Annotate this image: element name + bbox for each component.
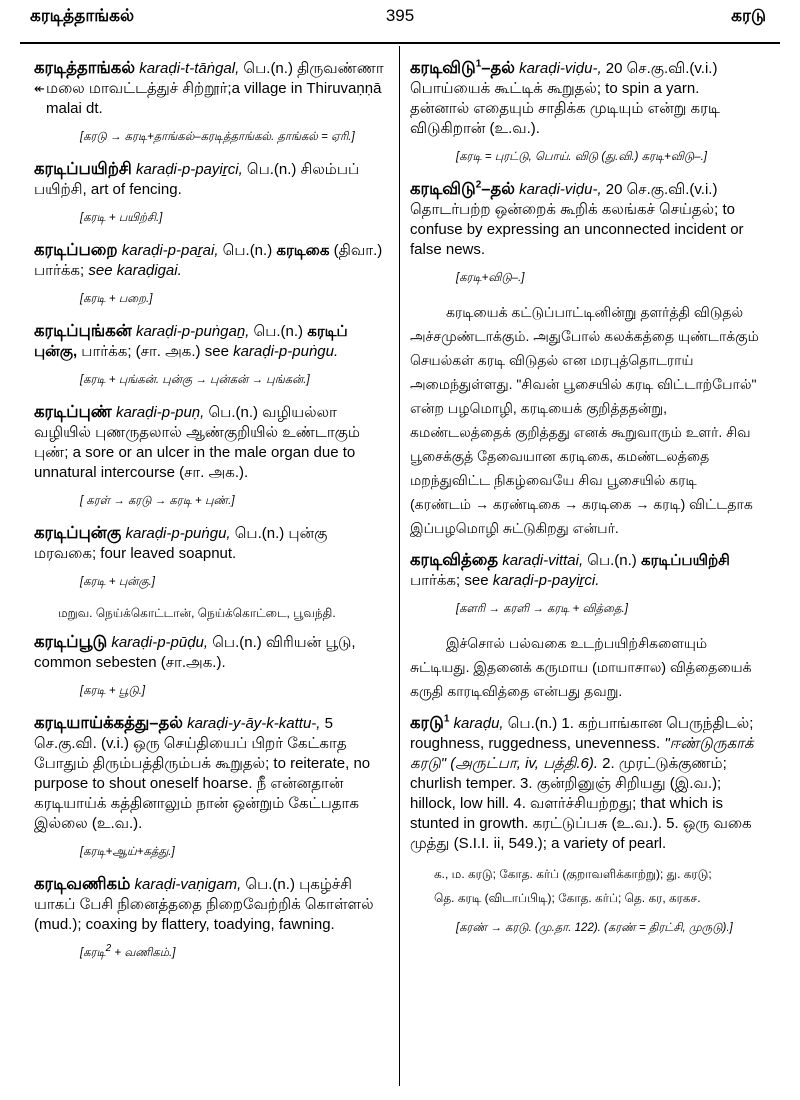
- cognates-line: க., ம. கரடு; கோத. கர்ப் (குறாவளிக்காற்று); து. கரடு;: [434, 867, 712, 881]
- cognates: [434, 862, 760, 910]
- transliteration: karaḍi-p-paṟai,: [121, 242, 219, 259]
- headword: கரடிவணிகம்: [34, 875, 131, 893]
- entry-karadi-p-pungu: [34, 523, 386, 564]
- header-rule: [20, 42, 780, 44]
- transliteration: karaḍi-viḍu-,: [519, 181, 602, 198]
- definition: பெ.(n.) 1. கற்பாங்கான பெருந்திடல்; roughness, ruggedness, unevenness.: [410, 715, 754, 752]
- column-divider: [399, 46, 400, 1086]
- headword-text: கரடு: [410, 714, 444, 732]
- cross-reference: கரடிப் புன்கு,: [34, 323, 348, 360]
- etymology-note: [கரண் → கரடு. (மு.தா. 122). (கரண் = திரட்சி, முருடு).]: [456, 922, 733, 934]
- cross-reference: கரடிப்பயிற்சி: [640, 552, 730, 569]
- etymology-note: [கரடு → கரடி+தாங்கல்–கரடித்தாங்கல். தாங்கல் = ஏரி.]: [80, 131, 355, 143]
- definition: பெ.(n.) விரியன் பூடு, common sebesten (சா.அக.).: [34, 634, 356, 671]
- transliteration: karaḍi-p-puṅgu,: [125, 525, 231, 542]
- transliteration: karaḍi-p-puṇ,: [115, 404, 205, 421]
- definition: 20 செ.கு.வி.(v.i.) பொய்யைக் கூட்டிக் கூறுதல்; to spin a yarn. தன்னால் எதையும் சாதிக்க முடியும் என்று கரடி விடுகிறான் (உ.வ.).: [410, 60, 720, 137]
- cognates-line: தெ. கரடி (விடாப்பிடி); கோத. கர்ப்; தெ. கர, கரகச.: [434, 891, 701, 905]
- headword-text: கரடிவிடு: [410, 59, 476, 77]
- definition-cont: 2. முரட்டுக்குணம்; churlish temper. 3. குன்றினுஞ் சிறியது (இ.வ.); hillock, low hill. 4. வளர்ச்சியற்றது; that which is stunted in growth. கரட்டுப்பசு (உ.வ.). 5. ஒரு வகை முத்து (S.I.I. ii, 549.); a variety of pearl.: [410, 755, 752, 852]
- definition: பெ.(n.): [218, 242, 277, 259]
- headword: [410, 59, 515, 77]
- headword: கரடிப்புங்கன்: [34, 322, 132, 340]
- etymology-note: [கரடி = புரட்டு, பொய். விடு (து.வி.) கரடி+விடு–.]: [456, 151, 707, 163]
- definition: பெ.(n.) சிலம்பப் பயிற்சி, art of fencing.: [34, 161, 360, 198]
- transliteration: karaḍu,: [453, 715, 504, 732]
- etymology-note: [கரடி + பூடு.]: [80, 685, 146, 697]
- headword: [410, 714, 449, 732]
- entry-karadi-vidu-1: [410, 58, 760, 139]
- entry-karadu-1: [410, 713, 760, 854]
- etymology-note: [கரடி + புன்கு.]: [80, 576, 156, 588]
- header-left-guide-word: கரடித்தாங்கல்: [30, 6, 135, 25]
- etymology-note: [கரடி + பறை.]: [80, 293, 153, 305]
- entry-karadi-p-payirci: [34, 159, 386, 200]
- definition-cont: மலை மாவட்டத்துச் சிற்றூர்;a village in Thiruvaṇṇā: [46, 80, 382, 97]
- left-column: [34, 58, 386, 975]
- entry-karadi-p-pudu: [34, 632, 386, 673]
- etymology-note: [கரடி+விடு–.]: [456, 272, 525, 284]
- definition: பெ.(n.) புகழ்ச்சி யாகப் பேசி நினைத்ததை நிறைவேற்றிக் கொள்ளல் (mud.); coaxing by flattery, toadying, fawning.: [34, 876, 374, 933]
- note-part: + வணிகம்.]: [111, 947, 176, 959]
- entry-karadi-vidu-2: [410, 179, 760, 260]
- transliteration: karaḍi-vittai,: [502, 552, 584, 569]
- homonym-number: 2: [475, 179, 482, 191]
- definition-cont: malai dt.: [46, 100, 103, 117]
- headword-suffix: –தல்: [481, 59, 515, 77]
- definition: 5 செ.கு.வி. (v.i.) ஒரு செய்தியைப் பிறர் கேட்காத போதும் திரும்பத்திரும்பக் கூறுதல்; to reiterate, no purpose to shout oneself hoarse. நீ என்னதான் கரடியாய்க் கத்தினாலும் நான் ஒன்றும் கேட்பதாக இல்லை (உ.வ.).: [34, 715, 371, 832]
- transliteration: karaḍi-p-puṅgaṉ,: [135, 323, 250, 340]
- headword: கரடித்தாங்கல்: [34, 59, 136, 77]
- cross-reference: கரடிகை: [276, 242, 330, 259]
- definition: பெ.(n.) புன்கு மரவகை; four leaved soapnut.: [34, 525, 328, 562]
- page-number: 395: [385, 6, 415, 25]
- headword: கரடிப்பூடு: [34, 633, 108, 651]
- transliteration: karaḍi-p-payiṟci,: [136, 161, 243, 178]
- headword: கரடிவித்தை: [410, 551, 499, 569]
- headword-suffix: –தல்: [481, 180, 515, 198]
- etymology-note: [கரடி + பயிற்சி.]: [80, 212, 163, 224]
- entry-karadi-p-pungan: [34, 321, 386, 362]
- entry-karadi-vanigam: [34, 874, 386, 935]
- right-column: [410, 58, 760, 950]
- etymology-note: [களரி → கரளி → கரடி + வித்தை.]: [456, 603, 628, 615]
- explanatory-paragraph: கரடியைக் கட்டுப்பாட்டினின்று தளர்த்தி விடுதல் அச்சமுண்டாக்கும். அதுபோல் கலக்கத்தை யுண்டாக்கும் செயல்கள் கரடி விடுதல் என மரபுத்தொடராய் அமைந்துள்ளது. "சிவன் பூசையில் கரடி விட்டாற்போல்" என்ற பழமொழி, கரடியைக் குறித்ததன்று, கமண்டலத்தைக் குறித்தது எனக் கூறுவாரும் உளர். சிவ பூசைக்குத் தேவையான கரடிகை, கமண்டலத்தை மறந்துவிட்ட நிகழ்வையே சிவ பூசையில் கரடி (கரண்டம் → கரண்டிகை → கரடிகை → கரடி) விட்டதாக இப்பழமொழி சுட்டுகிறது என்பர்.: [410, 304, 759, 536]
- see-reference: see karaḍigai.: [88, 262, 182, 279]
- headword: கரடிப்பயிற்சி: [34, 160, 132, 178]
- explanatory-paragraph: இச்சொல் பல்வகை உடற்பயிற்சிகளையும் சுட்டியது. இதனைக் கருமாய (மாயாசால) வித்தையைக் கருதி காரடிவித்தை என்பது தவறு.: [410, 635, 752, 699]
- headword: [410, 180, 515, 198]
- definition-cont: பார்க்க; (சா. அக.) see: [77, 343, 234, 360]
- definition: பெ.(n.): [249, 323, 308, 340]
- headword: கரடியாய்க்கத்து–தல்: [34, 714, 183, 732]
- entry-karadi-t-tangal: [34, 58, 386, 119]
- etymology-note: [80, 945, 386, 961]
- headword-text: கரடிவிடு: [410, 180, 476, 198]
- note-part: [கரடி: [80, 947, 106, 959]
- header-right-guide-word: கரடு: [731, 6, 766, 25]
- definition: பெ.(n.) திருவண்ணா: [239, 60, 384, 77]
- entry-karadi-vittai: [410, 550, 760, 591]
- transliteration: karaḍi-t-tāṅgal,: [139, 60, 240, 77]
- etymology-note: [கரடி + புங்கன். புன்கு → புன்கன் → புங்கன்.]: [80, 374, 310, 386]
- citation-quote: "ஈண்டுருகாக் கரடு" (அருட்பா, iv, பத்தி.6).: [410, 735, 754, 772]
- definition: பெ.(n.) வழியல்லா வழியில் புணருதலால் ஆண்குறியில் உண்டாகும் புண்; a sore or an ulcer in the male organ due to unnatural intercourse (சா. அக.).: [34, 404, 360, 481]
- entry-karadi-y-ay-k-kattu: [34, 713, 386, 834]
- definition-cont: பார்க்க; see: [410, 572, 493, 589]
- see-reference: karaḍi-p-payiṟci.: [492, 572, 600, 589]
- homonym-number: 1: [475, 58, 482, 70]
- page-header: [0, 6, 800, 40]
- headword: கரடிப்புன்கு: [34, 524, 122, 542]
- transliteration: karaḍi-viḍu-,: [519, 60, 602, 77]
- entry-karadi-p-pun: [34, 402, 386, 483]
- definition: பெ.(n.): [583, 552, 641, 569]
- etymology-note: [கரடி+ஆய்+கத்து.]: [80, 846, 175, 858]
- definition: 20 செ.கு.வி.(v.i.) தொடர்பற்ற ஒன்றைக் கூறிக் கலங்கச் செய்தல்; to confuse by expressing an unconnected incident or false news.: [410, 181, 744, 258]
- homonym-number: 1: [443, 713, 450, 725]
- etymology-note: [ கரள் → கரடு → கரடி + புண்.]: [80, 495, 235, 507]
- see-reference: karaḍi-p-puṅgu.: [233, 343, 339, 360]
- headword: கரடிப்புண்: [34, 403, 112, 421]
- transliteration: karaḍi-vaṇigam,: [134, 876, 242, 893]
- synonyms-note: மறுவ. நெய்க்கொட்டான், நெய்க்கொட்டை, பூவந்தி.: [58, 606, 336, 620]
- entry-karadi-p-parai: [34, 240, 386, 281]
- headword: கரடிப்பறை: [34, 241, 118, 259]
- definition-cont: (திவா.) பார்க்க;: [34, 242, 383, 279]
- margin-mark: ↞: [34, 81, 45, 96]
- transliteration: karaḍi-y-āy-k-kattu-,: [187, 715, 321, 732]
- superscript-number: 2: [105, 943, 112, 955]
- transliteration: karaḍi-p-pūḍu,: [111, 634, 209, 651]
